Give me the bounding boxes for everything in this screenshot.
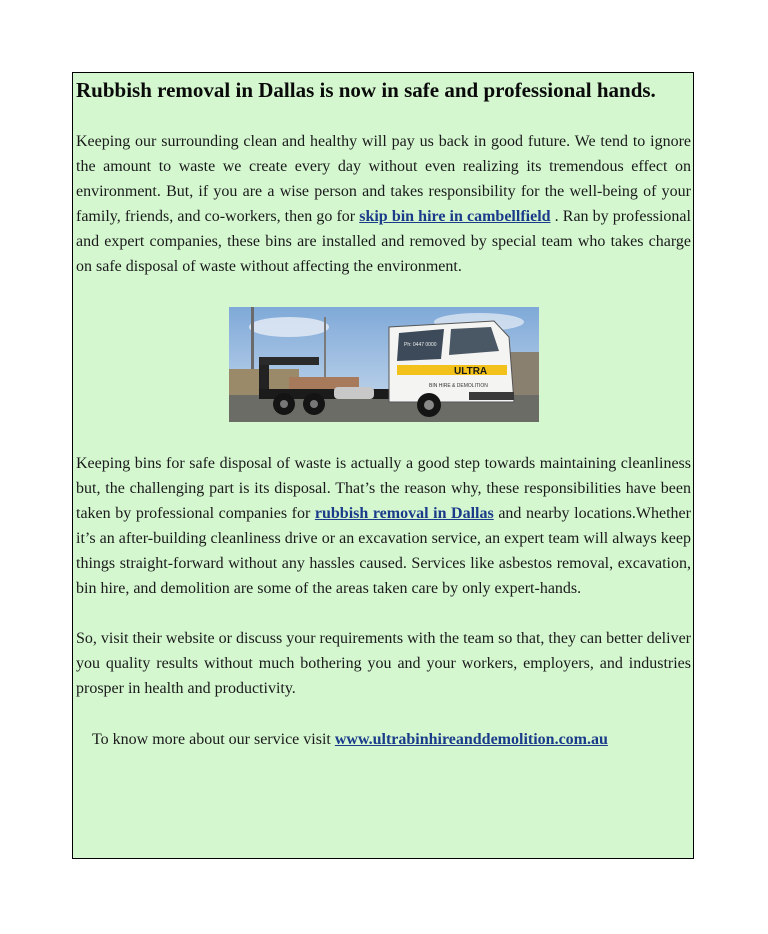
truck-phone-text: Ph: 0447 0000	[403, 342, 437, 348]
visit-line	[76, 727, 691, 752]
truck-logo-text: ULTRA	[453, 366, 487, 377]
services-text-after: and nearby locations.Whether it’s an after-building cleanliness drive or an excavation service, an expert team will always keep things straight-forward without any hassles caused. Services like asbestos removal, excavation, bin hire, and demolition are some of the areas taken care by only expert-hands.	[76, 505, 691, 597]
skip-bin-hire-link[interactable]: skip bin hire in cambellfield	[359, 208, 551, 225]
services-text-before: Keeping bins for safe disposal of waste is actually a good step towards maintaining cleanliness but, the challenging part is its disposal. That’s the reason why, these responsibilities have been taken by professional companies for	[76, 455, 691, 522]
rubbish-removal-link[interactable]: rubbish removal in Dallas	[314, 505, 494, 522]
truck-subtext: BIN HIRE & DEMOLITION	[428, 383, 488, 389]
intro-paragraph	[76, 129, 691, 279]
document-content	[76, 78, 691, 752]
visit-text: To know more about our service visit	[92, 731, 335, 748]
document-page	[72, 72, 694, 859]
closing-paragraph: So, visit their website or discuss your requirements with the team so that, they can better deliver you quality results without much bothering you and your workers, employers, and industries prosper in health and productivity.	[76, 630, 691, 697]
page-title: Rubbish removal in Dallas is now in safe and professional hands.	[76, 78, 656, 102]
truck-photo	[229, 307, 539, 422]
intro-text-after: . Ran by professional and expert companies, these bins are installed and removed by special team who takes charge on safe disposal of waste without affecting the environment.	[76, 208, 691, 275]
services-paragraph	[76, 451, 691, 601]
intro-text-before: Keeping our surrounding clean and healthy will pay us back in good future. We tend to ignore the amount to waste we create every day without even realizing its tremendous effect on environment. But, if you are a wise person and takes responsibility for the well-being of your family, friends, and co-workers, then go for	[76, 133, 691, 225]
website-link[interactable]: www.ultrabinhireanddemolition.com.au	[334, 731, 608, 748]
